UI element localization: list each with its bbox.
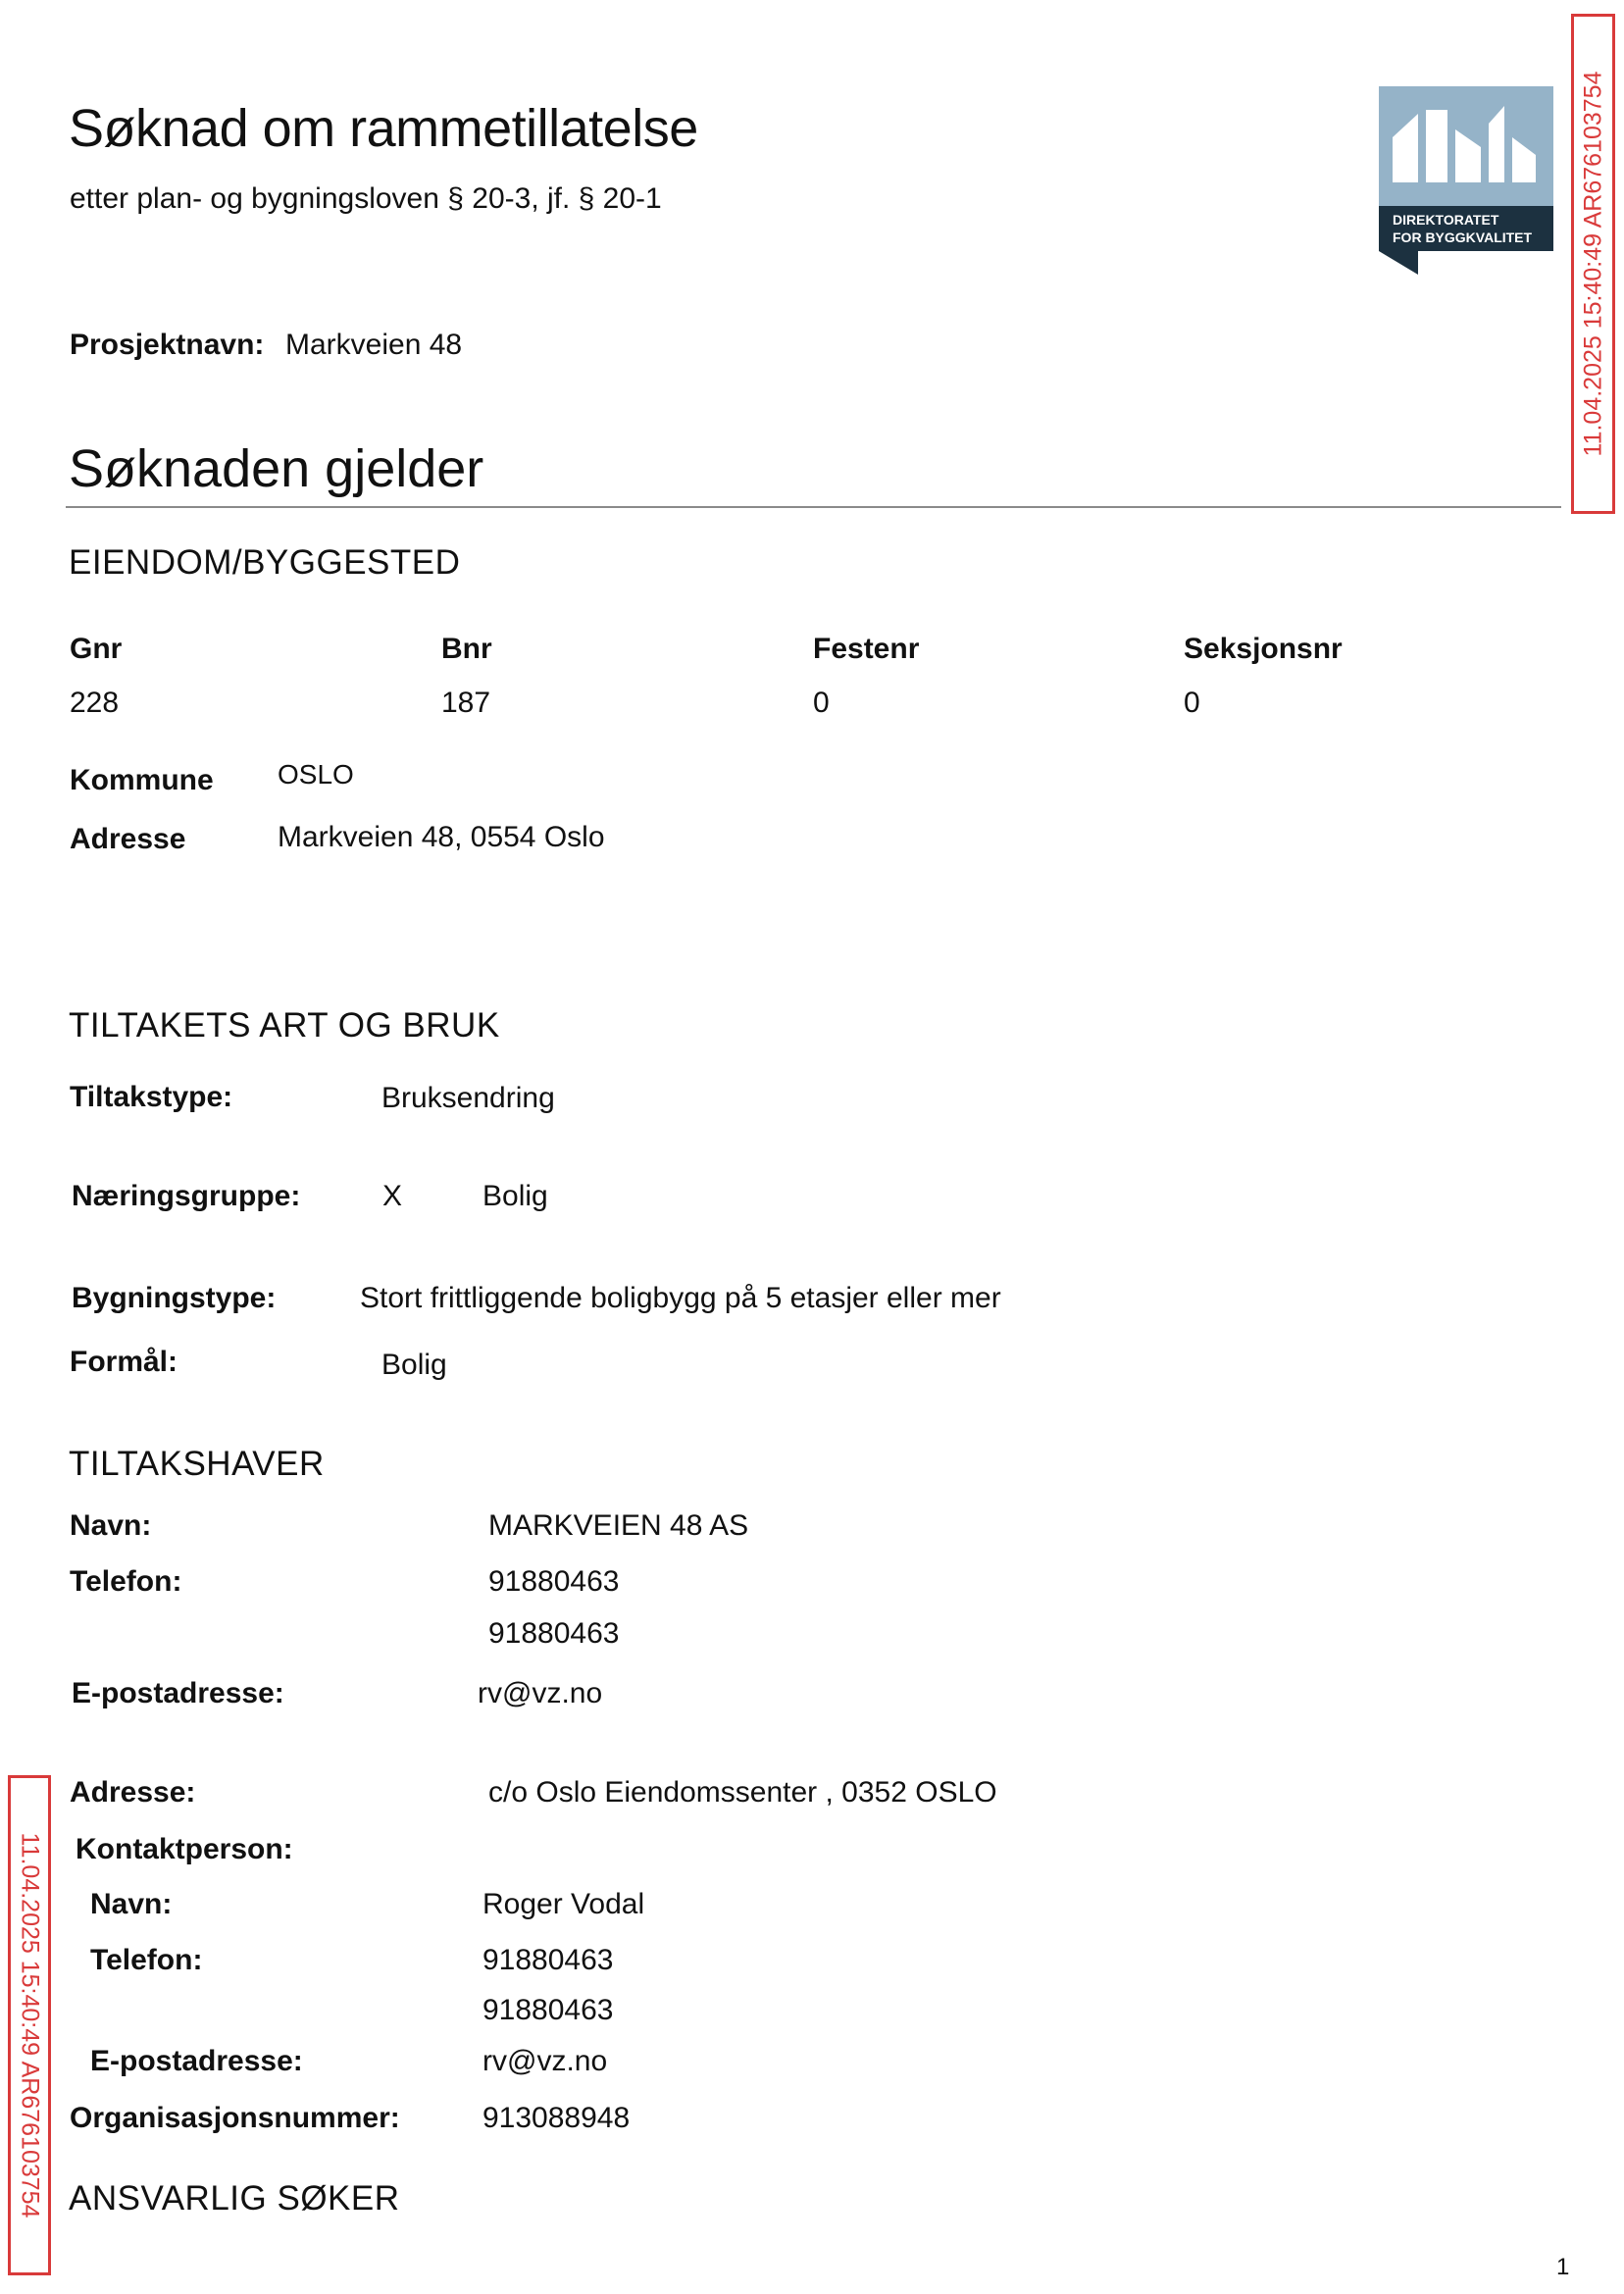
logo-text-1: DIREKTORATET [1393, 212, 1499, 228]
dibk-logo [1379, 86, 1553, 275]
tiltakshaver-adresse-label: Adresse: [70, 1776, 196, 1809]
kontaktperson-navn-label: Navn: [90, 1888, 173, 1920]
logo-graphic [1379, 86, 1553, 275]
naeringsgruppe-label: Næringsgruppe: [72, 1180, 301, 1212]
document-title: Søknad om rammetillatelse [69, 99, 698, 158]
kontaktperson-navn-value: Roger Vodal [482, 1888, 645, 1920]
naeringsgruppe-value: Bolig [482, 1180, 548, 1212]
formal-value: Bolig [381, 1349, 447, 1381]
logo-text-2: FOR BYGGKVALITET [1393, 229, 1533, 245]
timestamp-stamp-right [1571, 14, 1615, 514]
tiltakshaver-adresse-value: c/o Oslo Eiendomssenter , 0352 OSLO [488, 1776, 997, 1809]
tiltakshaver-telefon-value-2: 91880463 [488, 1617, 620, 1650]
gnr-label: Gnr [70, 633, 123, 665]
document-subtitle: etter plan- og bygningsloven § 20-3, jf. § 20-1 [70, 182, 662, 215]
tiltakshaver-telefon-value-1: 91880463 [488, 1565, 620, 1598]
tiltakshaver-telefon-label: Telefon: [70, 1565, 182, 1598]
page-number: 1 [1556, 2254, 1570, 2280]
project-name-value: Markveien 48 [285, 329, 463, 361]
tiltak-heading: TILTAKETS ART OG BRUK [69, 1006, 500, 1045]
ansvarlig-soker-heading: ANSVARLIG SØKER [69, 2179, 400, 2218]
stamp-text: 11.04.2025 15:40:49 AR676103754 [1579, 71, 1606, 457]
orgnr-value: 913088948 [482, 2102, 631, 2134]
tiltakstype-value: Bruksendring [381, 1082, 555, 1114]
tiltakstype-label: Tiltakstype: [70, 1081, 233, 1113]
project-name-label: Prosjektnavn: [70, 329, 265, 361]
kommune-label: Kommune [70, 764, 214, 796]
section-title: Søknaden gjelder [69, 439, 484, 498]
formal-label: Formål: [70, 1346, 178, 1378]
orgnr-label: Organisasjonsnummer: [70, 2102, 400, 2134]
tiltakshaver-epost-value: rv@vz.no [478, 1677, 603, 1709]
tiltakshaver-navn-label: Navn: [70, 1509, 152, 1542]
gnr-value: 228 [70, 687, 120, 719]
tiltakshaver-navn-value: MARKVEIEN 48 AS [488, 1509, 749, 1542]
kontaktperson-epost-value: rv@vz.no [482, 2045, 608, 2077]
festenr-value: 0 [813, 687, 830, 719]
adresse-label: Adresse [70, 823, 186, 855]
kontaktperson-epost-label: E-postadresse: [90, 2045, 303, 2077]
naeringsgruppe-code: X [382, 1180, 403, 1212]
bnr-value: 187 [441, 687, 491, 719]
kontaktperson-label: Kontaktperson: [76, 1833, 293, 1865]
bygningstype-label: Bygningstype: [72, 1282, 277, 1314]
section-divider [66, 506, 1561, 508]
bnr-label: Bnr [441, 633, 492, 665]
stamp-text: 11.04.2025 15:40:49 AR676103754 [16, 1832, 44, 2218]
bygningstype-value: Stort frittliggende boligbygg på 5 etasjer eller mer [360, 1282, 1001, 1314]
seksjonsnr-label: Seksjonsnr [1184, 633, 1343, 665]
kontaktperson-telefon-value-2: 91880463 [482, 1994, 614, 2026]
timestamp-stamp-left [8, 1775, 51, 2275]
eiendom-heading: EIENDOM/BYGGESTED [69, 543, 461, 582]
adresse-value: Markveien 48, 0554 Oslo [278, 821, 605, 853]
kontaktperson-telefon-value-1: 91880463 [482, 1944, 614, 1976]
kommune-value: OSLO [278, 759, 354, 790]
kontaktperson-telefon-label: Telefon: [90, 1944, 203, 1976]
festenr-label: Festenr [813, 633, 920, 665]
tiltakshaver-epost-label: E-postadresse: [72, 1677, 284, 1709]
seksjonsnr-value: 0 [1184, 687, 1200, 719]
tiltakshaver-heading: TILTAKSHAVER [69, 1445, 325, 1483]
